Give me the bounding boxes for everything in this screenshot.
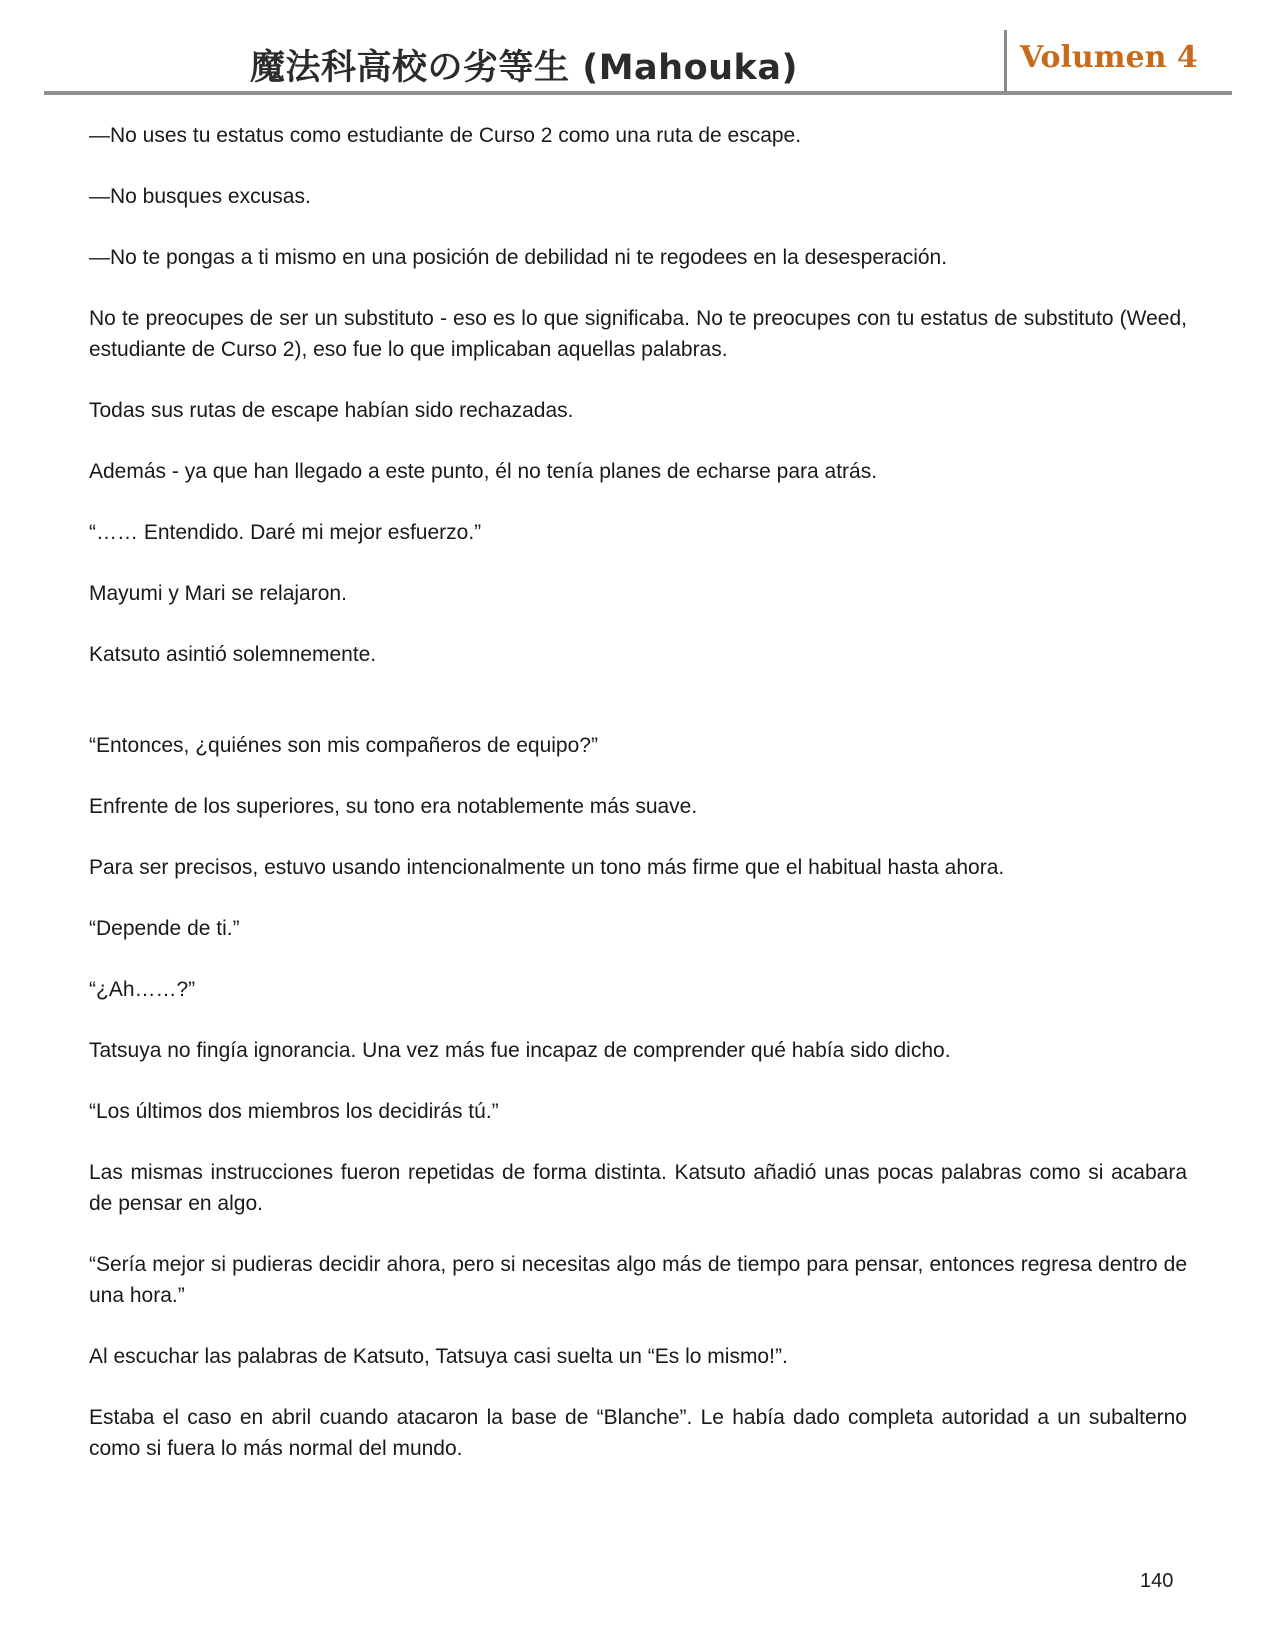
paragraph: “…… Entendido. Daré mi mejor esfuerzo.” — [89, 521, 482, 544]
paragraph: Al escuchar las palabras de Katsuto, Tatsuya casi suelta un “Es lo mismo!”. — [89, 1345, 788, 1368]
paragraph: Katsuto asintió solemnemente. — [89, 643, 377, 666]
header-rule — [44, 91, 1232, 95]
paragraph: “Entonces, ¿quiénes son mis compañeros de equipo?” — [89, 734, 598, 757]
page-number: 140 — [1140, 1570, 1174, 1592]
paragraph: —No te pongas a ti mismo en una posición de debilidad ni te regodees en la desesperación. — [89, 246, 948, 269]
paragraph: “Sería mejor si pudieras decidir ahora, pero si necesitas algo más de tiempo para pensar, entonces regresa dentro de una hora.” — [89, 1253, 1187, 1307]
paragraph: “Depende de ti.” — [89, 917, 240, 940]
volume-label: Volumen 4 — [1020, 40, 1198, 75]
page-body — [89, 120, 1187, 1494]
page-header — [44, 28, 1232, 94]
book-title: 魔法科高校の劣等生 (Mahouka) — [250, 48, 798, 88]
paragraph: Enfrente de los superiores, su tono era notablemente más suave. — [89, 795, 698, 818]
paragraph: Tatsuya no fingía ignorancia. Una vez más fue incapaz de comprender qué había sido dicho. — [89, 1039, 951, 1062]
paragraph: Mayumi y Mari se relajaron. — [89, 582, 347, 605]
paragraph: Para ser precisos, estuvo usando intencionalmente un tono más firme que el habitual hasta ahora. — [89, 856, 1005, 879]
header-separator — [1004, 30, 1007, 92]
paragraph: No te preocupes de ser un substituto - eso es lo que significaba. No te preocupes con tu estatus de substituto (Weed, estudiante de Curso 2), eso fue lo que implicaban aquellas palabras. — [89, 307, 1187, 361]
paragraph: Estaba el caso en abril cuando atacaron la base de “Blanche”. Le había dado completa autoridad a un subalterno como si fuera lo más normal del mundo. — [89, 1406, 1187, 1460]
paragraph: “Los últimos dos miembros los decidirás tú.” — [89, 1100, 499, 1123]
paragraph: Las mismas instrucciones fueron repetidas de forma distinta. Katsuto añadió unas pocas palabras como si acabara de pensar en algo. — [89, 1161, 1187, 1215]
paragraph: —No busques excusas. — [89, 185, 311, 208]
paragraph: “¿Ah……?” — [89, 978, 196, 1001]
paragraph: —No uses tu estatus como estudiante de Curso 2 como una ruta de escape. — [89, 124, 802, 147]
paragraph: Además - ya que han llegado a este punto, él no tenía planes de echarse para atrás. — [89, 460, 878, 483]
paragraph: Todas sus rutas de escape habían sido rechazadas. — [89, 399, 574, 422]
